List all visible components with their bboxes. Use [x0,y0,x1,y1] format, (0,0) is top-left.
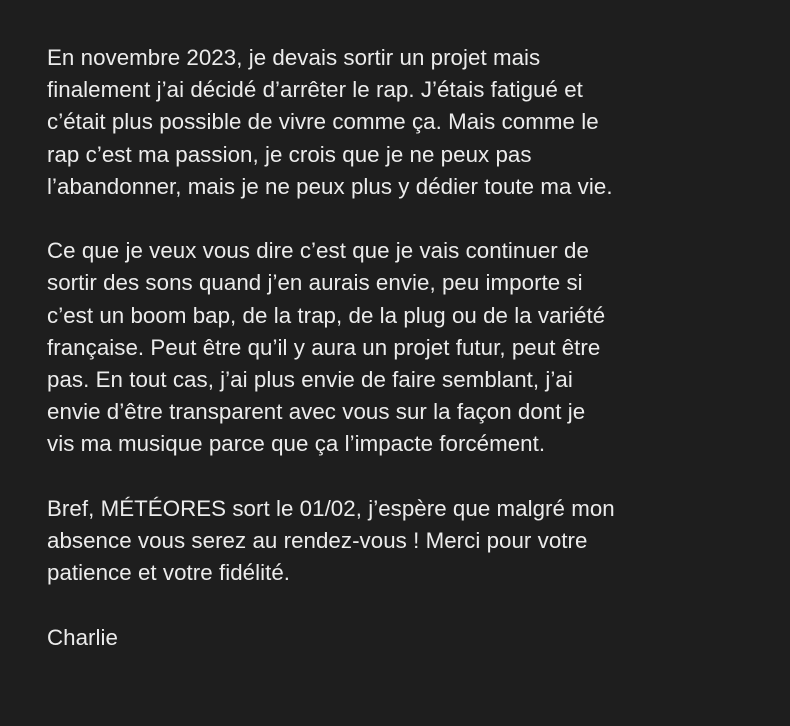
text-line: Bref, MÉTÉORES sort le 01/02, j’espère que malgré mon [47,495,615,521]
text-line: sortir des sons quand j’en aurais envie, peu importe si [47,270,583,296]
text-line: absence vous serez au rendez-vous ! Merci pour votre [47,528,588,554]
text-line: l’abandonner, mais je ne peux plus y dédier toute ma vie. [47,173,613,199]
text-line: envie d’être transparent avec vous sur la façon dont je [47,399,586,425]
text-line: patience et votre fidélité. [47,560,291,586]
text-line: rap c’est ma passion, je crois que je ne peux pas [47,141,532,167]
text-line: En novembre 2023, je devais sortir un projet mais [47,45,541,70]
text-line: française. Peut être qu’il y aura un projet futur, peut être [47,334,601,360]
text-line: vis ma musique parce que ça l’impacte forcément. [47,431,546,457]
paragraph-1 [47,42,777,203]
signature-name: Charlie [47,624,118,650]
note-body [47,42,777,686]
text-line: pas. En tout cas, j’ai plus envie de faire semblant, j’ai [47,367,573,393]
signature [47,622,777,654]
text-line: c’est un boom bap, de la trap, de la plug ou de la variété [47,302,606,328]
paragraph-3 [47,493,777,590]
text-line: Ce que je veux vous dire c’est que je vais continuer de [47,238,589,264]
text-line: c’était plus possible de vivre comme ça. Mais comme le [47,109,599,135]
text-line: finalement j’ai décidé d’arrêter le rap. J’étais fatigué et [47,77,583,103]
paragraph-2 [47,235,777,460]
